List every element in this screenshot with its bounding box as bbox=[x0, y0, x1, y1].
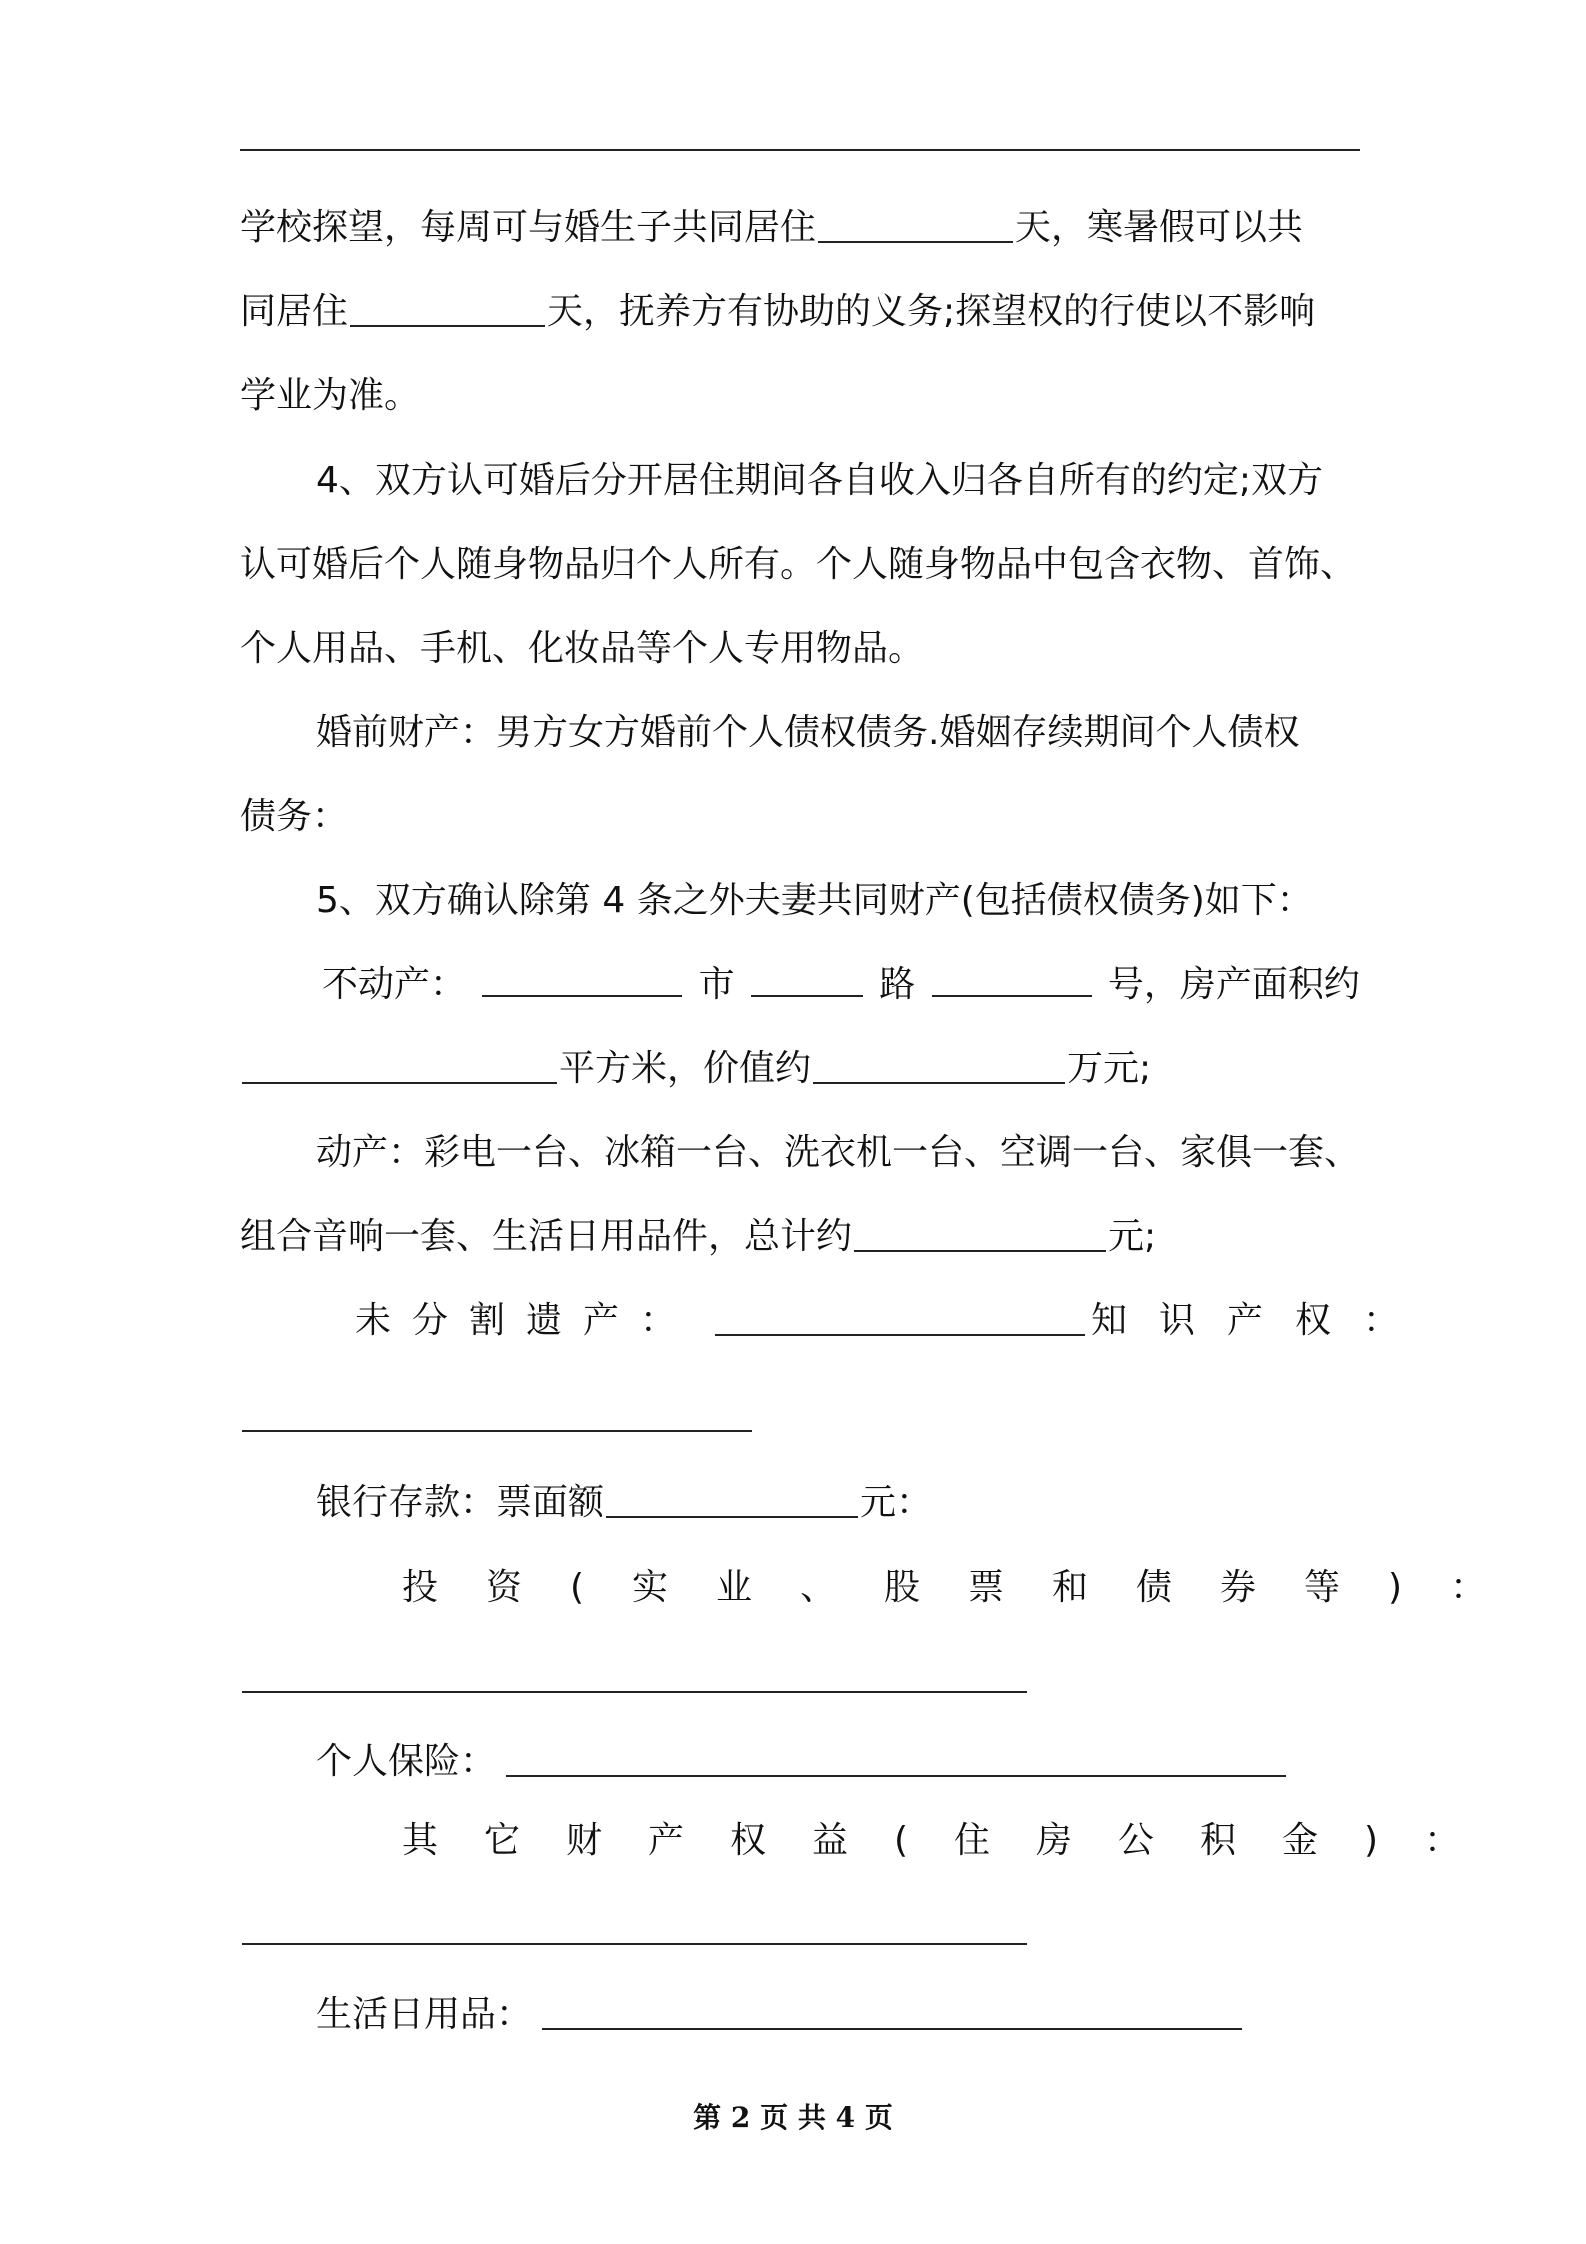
fill-blank[interactable] bbox=[242, 1042, 557, 1084]
text: 天，寒暑假可以共 bbox=[1015, 207, 1304, 248]
text: 学业为准。 bbox=[240, 375, 421, 416]
blank-line bbox=[240, 1387, 1360, 1447]
fill-blank[interactable] bbox=[242, 1651, 1027, 1693]
text: 知识产权： bbox=[1091, 1300, 1432, 1341]
text: 元; bbox=[1108, 1216, 1157, 1257]
fill-blank[interactable] bbox=[818, 201, 1013, 243]
text: 其它财产权益(住房公积金)： bbox=[402, 1820, 1507, 1861]
text-line bbox=[240, 366, 1360, 426]
text-line bbox=[240, 787, 1360, 847]
text: 学校探望，每周可与婚生子共同居住 bbox=[240, 207, 817, 248]
text: 4、双方认可婚后分开居住期间各自收入归各自所有的约定;双方 bbox=[316, 460, 1324, 501]
fill-blank[interactable] bbox=[242, 1903, 1027, 1945]
paragraph-start bbox=[316, 1123, 1360, 1183]
text: 5、双方确认除第 4 条之外夫妻共同财产(包括债权债务)如下： bbox=[316, 880, 1313, 921]
text: 号，房产面积约 bbox=[1107, 964, 1360, 1005]
fill-blank[interactable] bbox=[242, 1390, 752, 1432]
fill-blank[interactable] bbox=[751, 955, 863, 997]
text: 银行存款：票面额 bbox=[316, 1482, 605, 1523]
daily-goods-line bbox=[316, 1985, 1360, 2045]
text-line bbox=[240, 198, 1360, 258]
investment-line bbox=[402, 1558, 1535, 1618]
fill-blank[interactable] bbox=[606, 1476, 858, 1518]
text: 婚前财产：男方女方婚前个人债权债务.婚姻存续期间个人债权 bbox=[316, 712, 1300, 753]
fill-blank[interactable] bbox=[715, 1294, 1085, 1336]
fill-blank[interactable] bbox=[813, 1042, 1065, 1084]
fill-blank[interactable] bbox=[854, 1210, 1106, 1252]
paragraph-start bbox=[316, 703, 1360, 763]
text: 平方米，价值约 bbox=[559, 1048, 812, 1089]
blank-line bbox=[240, 1648, 1360, 1708]
text: 天，抚养方有协助的义务;探望权的行使以不影响 bbox=[547, 291, 1316, 332]
inheritance-line bbox=[355, 1291, 1432, 1351]
fill-blank[interactable] bbox=[482, 955, 682, 997]
text: 个人保险： bbox=[316, 1741, 497, 1782]
text-line bbox=[240, 1207, 1360, 1267]
text-line bbox=[240, 535, 1360, 595]
text: 不动产： bbox=[322, 964, 467, 1005]
text: 认可婚后个人随身物品归个人所有。个人随身物品中包含衣物、首饰、 bbox=[240, 544, 1357, 585]
bank-deposit-line bbox=[316, 1473, 1360, 1533]
paragraph-start bbox=[316, 871, 1360, 931]
text: 投资(实业、股票和债券等)： bbox=[402, 1567, 1535, 1608]
text: 动产：彩电一台、冰箱一台、洗衣机一台、空调一台、家俱一套、 bbox=[316, 1132, 1361, 1173]
real-estate-line bbox=[322, 955, 1360, 1015]
header-rule bbox=[240, 149, 1360, 151]
text: 组合音响一套、生活日用品件，总计约 bbox=[240, 1216, 853, 1257]
fill-blank[interactable] bbox=[506, 1735, 1286, 1777]
fill-blank[interactable] bbox=[350, 285, 545, 327]
text: 生活日用品： bbox=[316, 1994, 533, 2035]
page-number: 第 2 页 共 4 页 bbox=[693, 2101, 893, 2134]
text: 未分割遗产： bbox=[355, 1300, 698, 1341]
other-property-line bbox=[402, 1811, 1507, 1871]
insurance-line bbox=[316, 1732, 1360, 1792]
blank-line bbox=[240, 1900, 1360, 1960]
text: 路 bbox=[879, 964, 916, 1005]
fill-blank[interactable] bbox=[932, 955, 1092, 997]
text: 同居住 bbox=[240, 291, 349, 332]
fill-blank[interactable] bbox=[542, 1988, 1242, 2030]
paragraph-start bbox=[316, 451, 1360, 511]
text-line bbox=[240, 282, 1360, 342]
text: 万元; bbox=[1067, 1048, 1152, 1089]
text: 个人用品、手机、化妆品等个人专用物品。 bbox=[240, 628, 925, 669]
text: 市 bbox=[698, 964, 735, 1005]
text-line bbox=[240, 619, 1360, 679]
text: 元： bbox=[860, 1482, 933, 1523]
text: 债务： bbox=[240, 796, 349, 837]
text-line bbox=[240, 1039, 1360, 1099]
